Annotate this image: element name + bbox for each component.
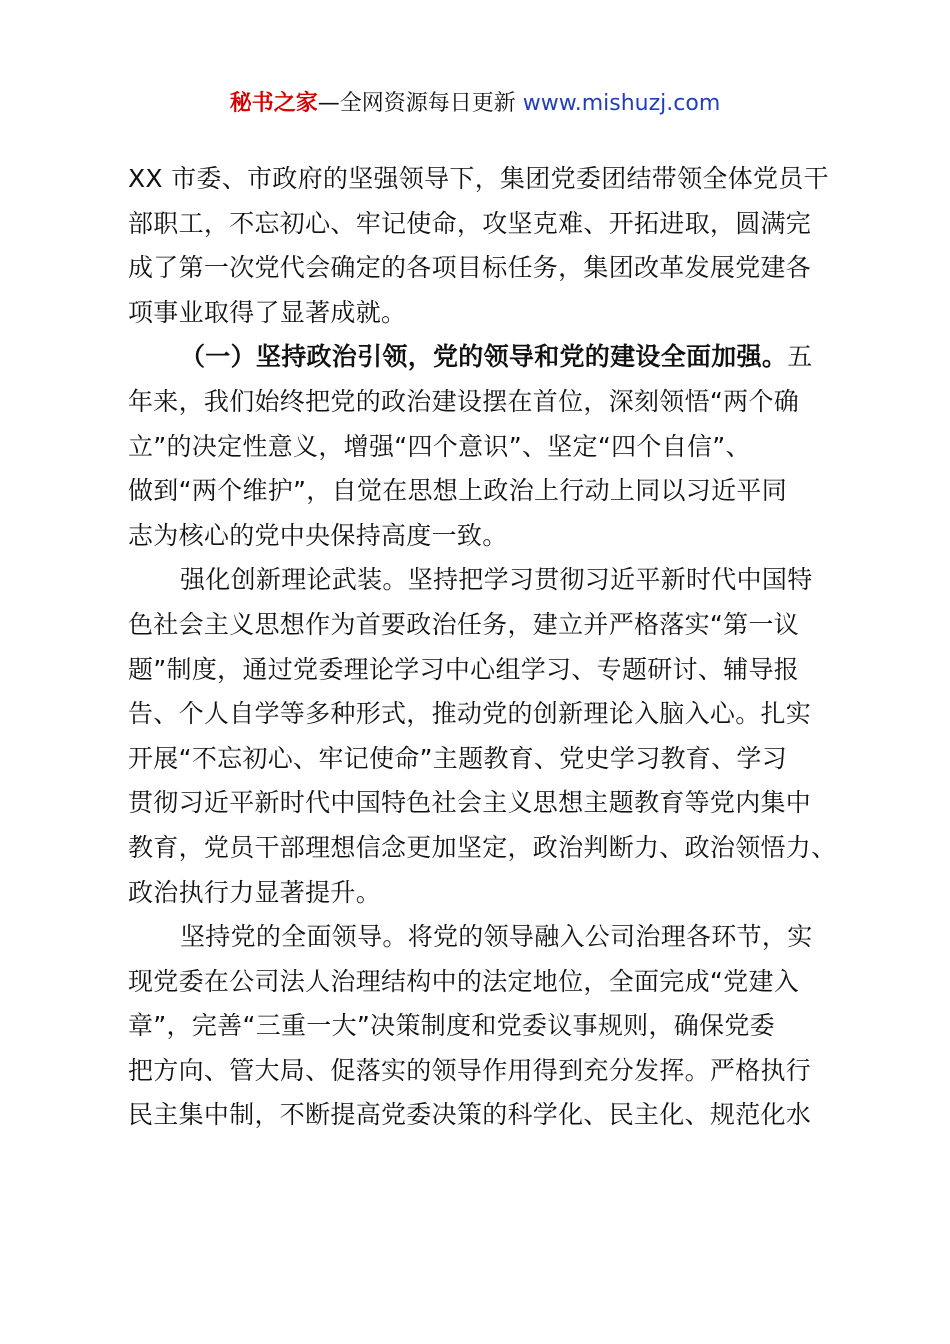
text-line: 民主集中制，不断提高党委决策的科学化、民主化、规范化水 bbox=[128, 1100, 812, 1130]
brand-name: 秘书之家 bbox=[229, 91, 318, 116]
text-line: 告、个人自学等多种形式，推动党的创新理论入脑入心。扎实 bbox=[128, 699, 812, 729]
section-heading-line bbox=[128, 335, 848, 380]
text-line: 教育，党员干部理想信念更加坚定，政治判断力、政治领悟力、 bbox=[128, 832, 837, 862]
text-line: 立”的决定性意义，增强“四个意识”、坚定“四个自信”、 bbox=[128, 431, 751, 461]
text-line: 志为核心的党中央保持高度一致。 bbox=[128, 520, 508, 550]
text-line: XX 市委、市政府的坚强领导下，集团党委团结带领全体党员干 bbox=[128, 164, 829, 193]
document-body bbox=[128, 157, 848, 1138]
site-url-link[interactable]: www.mishuzj.com bbox=[522, 91, 721, 116]
text-line: 开展“不忘初心、牢记使命”主题教育、党史学习教育、学习 bbox=[128, 743, 788, 773]
paragraph-3 bbox=[128, 558, 848, 915]
text-line: 坚持党的全面领导。将党的领导融入公司治理各环节，实 bbox=[180, 922, 813, 952]
text-line: 贯彻习近平新时代中国特色社会主义思想主题教育等党内集中 bbox=[128, 788, 812, 818]
text-line: 政治执行力显著提升。 bbox=[128, 877, 382, 907]
text-line-tail: 五 bbox=[787, 342, 813, 372]
text-line: 色社会主义思想作为首要政治任务，建立并严格落实“第一议 bbox=[128, 609, 800, 639]
section-heading: （一）坚持政治引领，党的领导和党的建设全面加强。 bbox=[180, 342, 788, 372]
text-line: 题”制度，通过党委理论学习中心组学习、专题研讨、辅导报 bbox=[128, 654, 800, 684]
paragraph-4 bbox=[128, 915, 848, 1138]
text-line: 章”，完善“三重一大”决策制度和党委议事规则，确保党委 bbox=[128, 1011, 775, 1041]
site-header bbox=[0, 88, 950, 120]
paragraph-2 bbox=[128, 335, 848, 558]
text-line: 部职工，不忘初心、牢记使命，攻坚克难、开拓进取，圆满完 bbox=[128, 208, 812, 238]
text-line: 做到“两个维护”，自觉在思想上政治上行动上同以习近平同 bbox=[128, 476, 788, 506]
text-line: 项事业取得了显著成就。 bbox=[128, 297, 407, 327]
text-line: 把方向、管大局、促落实的领导作用得到充分发挥。严格执行 bbox=[128, 1055, 812, 1085]
text-line: 成了第一次党代会确定的各项目标任务，集团改革发展党建各 bbox=[128, 253, 812, 283]
header-tagline: —全网资源每日更新 bbox=[317, 91, 523, 116]
text-line: 强化创新理论武装。坚持把学习贯彻习近平新时代中国特 bbox=[180, 565, 813, 595]
text-line: 现党委在公司法人治理结构中的法定地位，全面完成“党建入 bbox=[128, 966, 800, 996]
text-line: 年来，我们始终把党的政治建设摆在首位，深刻领悟“两个确 bbox=[128, 386, 800, 416]
paragraph-1 bbox=[128, 157, 848, 335]
